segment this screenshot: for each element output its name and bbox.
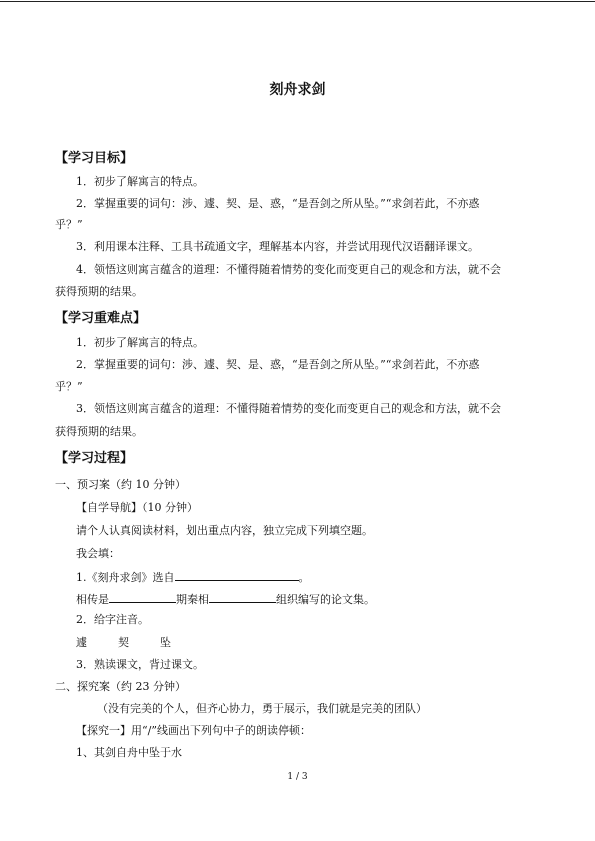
process-heading: 【学习过程】 — [55, 451, 134, 466]
key-points-heading: 【学习重难点】 — [55, 311, 147, 326]
char-3: 坠 — [160, 636, 171, 649]
goals-heading: 【学习目标】 — [55, 151, 134, 166]
explore-1-heading: 【探究一】用“/”线画出下列句中子的朗读停顿： — [76, 724, 311, 737]
question-1-prefix: 1.《刻舟求剑》选自 — [76, 571, 175, 584]
sentence-1: 1、其剑自舟中坠于水 — [76, 746, 182, 759]
answer-blank-source[interactable] — [175, 568, 299, 581]
question-1b-part-b: 期秦相 — [176, 593, 209, 606]
key-point-1: 1．初步了解寓言的特点。 — [76, 336, 204, 349]
char-1: 遽 — [76, 636, 87, 649]
goal-2-cont: 乎？” — [55, 218, 83, 231]
self-study-guide: 【自学导航】（10 分钟） — [76, 501, 198, 514]
goal-2: 2．掌握重要的词句：涉、遽、契、是、惑，“是吾剑之所从坠。”“求剑若此，不亦惑 — [76, 197, 480, 210]
question-1b-part-c: 组织编写的论文集。 — [276, 593, 375, 606]
goal-4-cont: 获得预期的结果。 — [55, 285, 143, 298]
key-point-3-cont: 获得预期的结果。 — [55, 425, 143, 438]
instruction: 请个人认真阅读材料，划出重点内容，独立完成下列填空题。 — [76, 524, 373, 537]
question-1-suffix: 。 — [298, 571, 310, 584]
page-number: 1 / 3 — [287, 772, 308, 782]
answer-blank-minister[interactable] — [209, 590, 276, 603]
key-point-2-cont: 乎？” — [55, 380, 83, 393]
fill-label: 我会填： — [76, 547, 120, 560]
question-2: 2．给字注音。 — [76, 613, 149, 626]
team-motto: （没有完美的个人，但齐心协力，勇于展示，我们就是完美的团队） — [97, 702, 427, 715]
goal-4: 4．领悟这则寓言蕴含的道理：不懂得随着情势的变化而变更自己的观念和方法，就不会 — [76, 263, 501, 276]
question-3: 3．熟读课文，背过课文。 — [76, 658, 204, 671]
question-1 — [76, 568, 310, 586]
goal-1: 1．初步了解寓言的特点。 — [76, 175, 204, 188]
key-point-2: 2．掌握重要的词句：涉、遽、契、是、惑，“是吾剑之所从坠。”“求剑若此，不亦惑 — [76, 358, 480, 371]
top-rule — [0, 1, 595, 2]
question-1b — [76, 590, 375, 608]
answer-blank-period[interactable] — [109, 590, 176, 603]
goal-3: 3．利用课本注释、工具书疏通文字，理解基本内容，并尝试用现代汉语翻译课文。 — [76, 240, 479, 253]
char-2: 契 — [118, 636, 129, 649]
page-title: 刻舟求剑 — [269, 82, 326, 98]
part-1-heading: 一、预习案（约 10 分钟） — [55, 478, 186, 491]
question-1b-part-a: 相传是 — [76, 593, 109, 606]
part-2-heading: 二、探究案（约 23 分钟） — [55, 680, 186, 693]
key-point-3: 3．领悟这则寓言蕴含的道理：不懂得随着情势的变化而变更自己的观念和方法，就不会 — [76, 402, 501, 415]
